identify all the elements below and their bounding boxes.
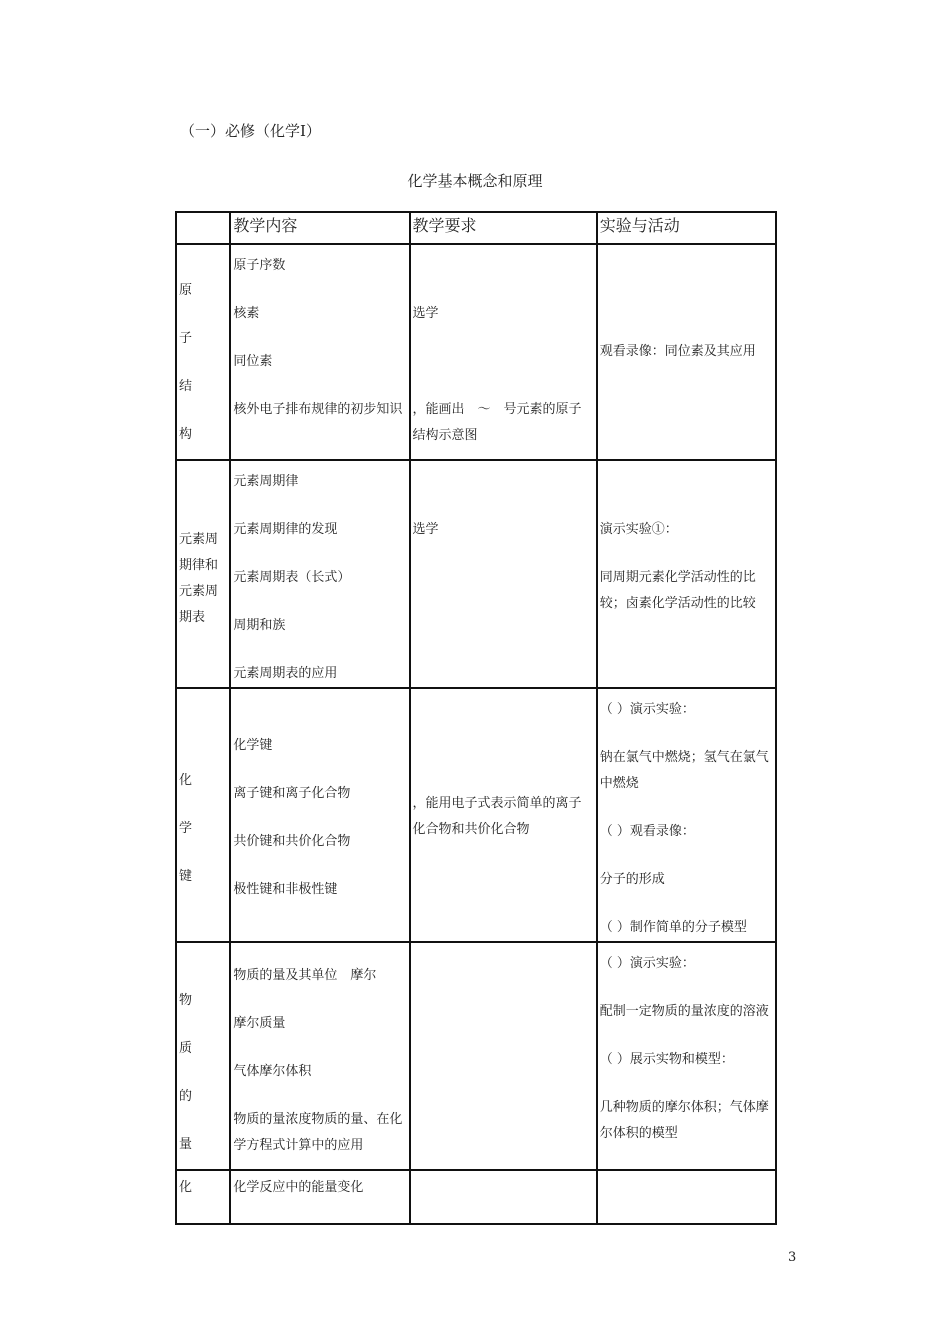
activities-cell — [597, 688, 776, 942]
topic-char: 量 — [179, 1137, 193, 1152]
curriculum-table — [175, 211, 777, 1225]
table-row — [176, 1170, 776, 1224]
activity-item: 几种物质的摩尔体积；气体摩尔体积的模型 — [599, 1100, 769, 1141]
content-item: 元素周期表（长式） — [233, 570, 351, 585]
activities-cell — [597, 942, 776, 1170]
topic-char: 原 — [179, 283, 193, 298]
header-cell-blank — [176, 212, 230, 244]
topic-cell — [176, 942, 230, 1170]
activities-cell — [597, 460, 776, 688]
table-row — [176, 688, 776, 942]
requirement-item: 选学 — [412, 522, 439, 537]
topic-label: 元素周期律和元素周期表 — [179, 532, 219, 625]
content-item: 摩尔质量 — [233, 1016, 286, 1031]
activity-item: （ ）演示实验： — [599, 956, 695, 971]
topic-char: 学 — [179, 821, 193, 836]
content-item: 核素 — [233, 306, 260, 321]
activity-item: 配制一定物质的量浓度的溶液 — [599, 1004, 769, 1019]
content-item: 核外电子排布规律的初步知识 — [233, 402, 403, 417]
activity-item: （ ）展示实物和模型： — [599, 1052, 734, 1067]
content-cell — [230, 244, 409, 460]
content-item: 化学反应中的能量变化 — [233, 1180, 364, 1195]
topic-cell — [176, 244, 230, 460]
requirements-cell — [410, 688, 597, 942]
content-item: 同位素 — [233, 354, 273, 369]
topic-char: 的 — [179, 1089, 193, 1104]
header-cell-requirements: 教学要求 — [410, 212, 597, 244]
content-item: 物质的量及其单位 摩尔 — [233, 968, 377, 983]
requirement-item: 选学 — [412, 306, 439, 321]
content-cell — [230, 688, 409, 942]
activity-item: 钠在氯气中燃烧；氢气在氯气中燃烧 — [599, 750, 769, 791]
content-item: 原子序数 — [233, 258, 286, 273]
topic-char: 键 — [179, 869, 193, 884]
topic-char: 构 — [179, 427, 193, 442]
content-item: 离子键和离子化合物 — [233, 786, 351, 801]
topic-char: 物 — [179, 993, 193, 1008]
table-row — [176, 244, 776, 460]
activity-item: （ ）制作简单的分子模型 — [599, 920, 747, 935]
requirements-cell — [410, 244, 597, 460]
activity-item: （ ）观看录像： — [599, 824, 695, 839]
content-cell — [230, 942, 409, 1170]
content-item: 共价键和共价化合物 — [233, 834, 351, 849]
topic-cell — [176, 1170, 230, 1224]
content-item: 化学键 — [233, 738, 273, 753]
section-heading: （一）必修（化学Ⅰ） — [180, 122, 321, 140]
topic-char: 子 — [179, 331, 193, 346]
activity-item: （ ）演示实验： — [599, 702, 695, 717]
table-row — [176, 460, 776, 688]
topic-char: 质 — [179, 1041, 193, 1056]
content-cell — [230, 1170, 409, 1224]
topic-char: 化 — [179, 773, 193, 788]
content-item: 物质的量浓度物质的量、在化学方程式计算中的应用 — [233, 1112, 403, 1153]
activity-item: 同周期元素化学活动性的比较；卤素化学活动性的比较 — [599, 570, 756, 611]
table-header-row — [176, 212, 776, 244]
content-item: 元素周期律的发现 — [233, 522, 338, 537]
topic-cell — [176, 688, 230, 942]
topic-char: 化 — [179, 1180, 193, 1195]
topic-cell — [176, 460, 230, 688]
page-number: 3 — [788, 1250, 797, 1265]
activity-item: 演示实验①： — [599, 522, 678, 537]
content-cell — [230, 460, 409, 688]
content-item: 周期和族 — [233, 618, 286, 633]
requirement-item: ，能画出 ～ 号元素的原子结构示意图 — [412, 402, 582, 443]
content-item: 极性键和非极性键 — [233, 882, 338, 897]
content-item: 元素周期表的应用 — [233, 666, 338, 681]
content-item: 气体摩尔体积 — [233, 1064, 312, 1079]
requirements-cell — [410, 460, 597, 688]
activity-item: 观看录像：同位素及其应用 — [599, 344, 756, 359]
content-item: 元素周期律 — [233, 474, 299, 489]
document-title: 化学基本概念和原理 — [407, 172, 543, 190]
table-row — [176, 942, 776, 1170]
activities-cell — [597, 244, 776, 460]
requirement-item: ，能用电子式表示简单的离子化合物和共价化合物 — [412, 796, 582, 837]
requirements-cell — [410, 1170, 597, 1224]
requirements-cell — [410, 942, 597, 1170]
activities-cell — [597, 1170, 776, 1224]
header-cell-activities: 实验与活动 — [597, 212, 776, 244]
activity-item: 分子的形成 — [599, 872, 665, 887]
topic-char: 结 — [179, 379, 193, 394]
header-cell-content: 教学内容 — [230, 212, 409, 244]
